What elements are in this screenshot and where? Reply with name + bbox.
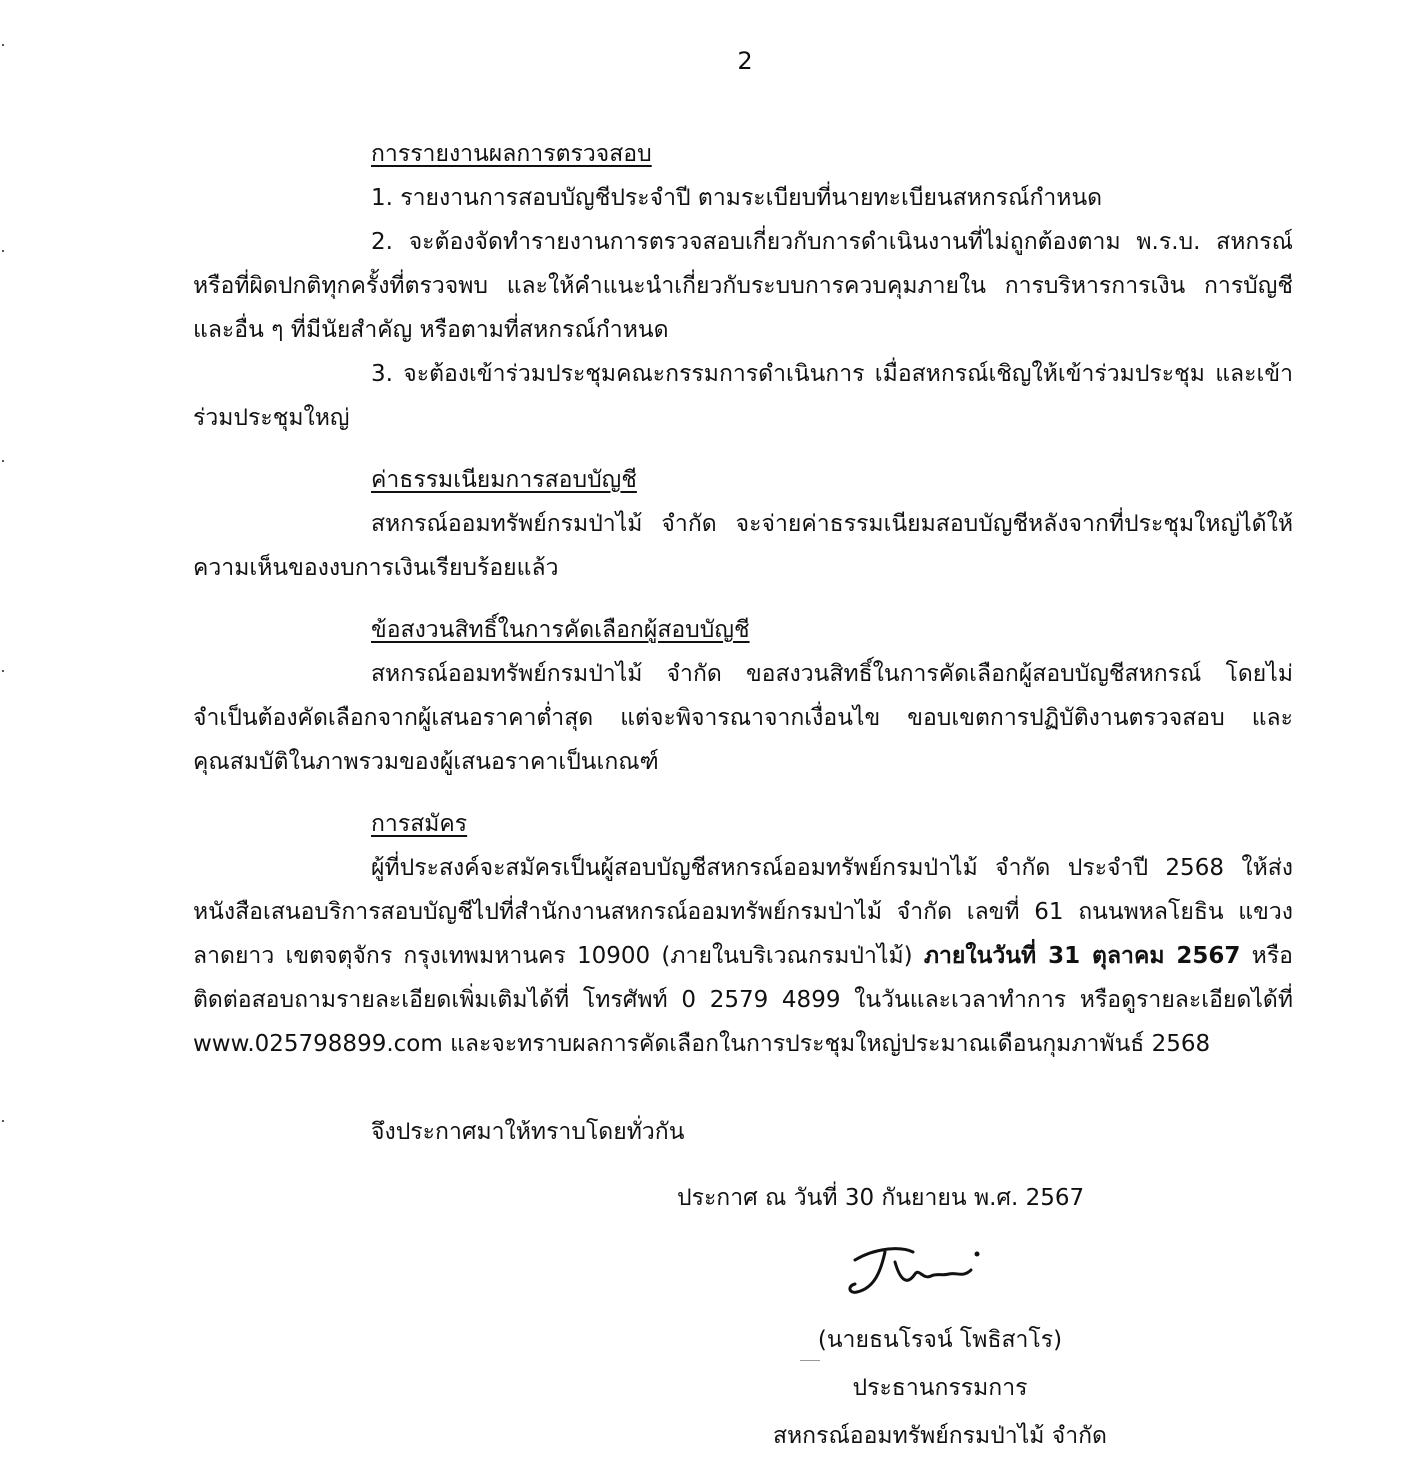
- application-text-part-1: ผู้ที่ประสงค์จะสมัครเป็นผู้สอบบัญชีสหกรณ์ออมทรัพย์กรมป่าไม้ จำกัด ประจำปี 2568 ให้ส่งหนังสือเสนอบริการสอบบัญชีไปที่สำนักงานสหกรณ์ออมทรัพย์กรมป่าไม้ จำกัด เลขที่ 61 ถนนพหลโยธิน แขวงลาดยาว เขตจตุจักร กรุงเทพมหานคร 10900 (ภายในบริเวณกรมป่าไม้): [193, 855, 1293, 969]
- scan-mark: [2, 250, 4, 252]
- page-number: 2: [737, 47, 753, 75]
- signer-name: (นายธนโรจน์ โพธิสาโร): [817, 1327, 1063, 1353]
- audit-report-item-1: 1. รายงานการสอบบัญชีประจำปี ตามระเบียบที่นายทะเบียนสหกรณ์กำหนด: [371, 185, 1103, 211]
- audit-report-item-2: 2. จะต้องจัดทำรายงานการตรวจสอบเกี่ยวกับการดำเนินงานที่ไม่ถูกต้องตาม พ.ร.บ. สหกรณ์ หรือที่ผิดปกติทุกครั้งที่ตรวจพบ และให้คำแนะนำเกี่ยวกับระบบการควบคุมภายใน การบริหารการเงิน การบัญชี และอื่น ๆ ที่มีนัยสำคัญ หรือตามที่สหกรณ์กำหนด: [193, 229, 1293, 343]
- scan-mark: [2, 460, 4, 462]
- heading-fee: ค่าธรรมเนียมการสอบบัญชี: [371, 467, 637, 493]
- signature-image: [845, 1240, 990, 1302]
- signer-block: [730, 1316, 1150, 1460]
- application-deadline: ภายในวันที่ 31 ตุลาคม 2567: [923, 943, 1241, 969]
- announcement-date: ประกาศ ณ วันที่ 30 กันยายน พ.ศ. 2567: [677, 1185, 1085, 1211]
- application-text: [193, 846, 1293, 1066]
- fee-text: สหกรณ์ออมทรัพย์กรมป่าไม้ จำกัด จะจ่ายค่าธรรมเนียมสอบบัญชีหลังจากที่ประชุมใหญ่ได้ให้ความเห็นของงบการเงินเรียบร้อยแล้ว: [193, 511, 1293, 581]
- scan-mark: [2, 44, 4, 46]
- signer-organization: สหกรณ์ออมทรัพย์กรมป่าไม้ จำกัด: [772, 1423, 1107, 1449]
- document-body: [193, 132, 1293, 1154]
- heading-application: การสมัคร: [371, 811, 468, 837]
- audit-report-item-3: 3. จะต้องเข้าร่วมประชุมคณะกรรมการดำเนินการ เมื่อสหกรณ์เชิญให้เข้าร่วมประชุม และเข้าร่วมประชุมใหญ่: [193, 361, 1293, 431]
- heading-reservation: ข้อสงวนสิทธิ์ในการคัดเลือกผู้สอบบัญชี: [371, 617, 750, 643]
- scan-mark: [2, 670, 4, 672]
- application-text-part-2: หรือติดต่อสอบถามรายละเอียดเพิ่มเติมได้ที่ โทรศัพท์ 0 2579 4899 ในวันและเวลาทำการ หรือดูรายละเอียดได้ที่ www.025798899.com และจะทราบผลการคัดเลือกในการประชุมใหญ่ประมาณเดือนกุมภาพันธ์ 2568: [193, 943, 1293, 1057]
- scan-mark: [2, 1120, 4, 1122]
- closing-statement: จึงประกาศมาให้ทราบโดยทั่วกัน: [371, 1119, 685, 1145]
- heading-audit-report: การรายงานผลการตรวจสอบ: [371, 141, 652, 167]
- reservation-text: สหกรณ์ออมทรัพย์กรมป่าไม้ จำกัด ขอสงวนสิทธิ์ในการคัดเลือกผู้สอบบัญชีสหกรณ์ โดยไม่จำเป็นต้องคัดเลือกจากผู้เสนอราคาต่ำสุด แต่จะพิจารณาจากเงื่อนไข ขอบเขตการปฏิบัติงานตรวจสอบ และคุณสมบัติในภาพรวมของผู้เสนอราคาเป็นเกณฑ์: [193, 661, 1293, 775]
- signer-position: ประธานกรรมการ: [852, 1375, 1028, 1401]
